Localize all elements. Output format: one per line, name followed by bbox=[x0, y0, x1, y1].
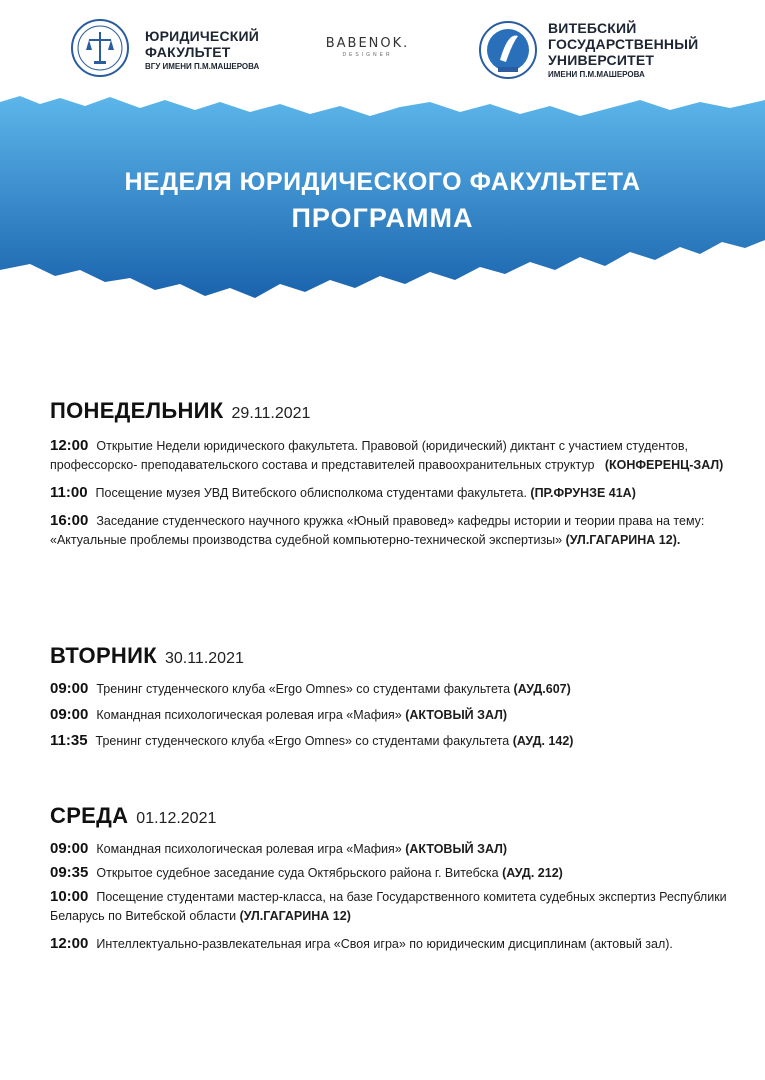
item-text: Тренинг студенческого клуба «Ergo Omnes» со студентами факультета bbox=[96, 682, 511, 696]
item-time: 11:00 bbox=[50, 484, 88, 501]
university-title bbox=[548, 20, 698, 80]
day-section-monday bbox=[50, 398, 730, 550]
banner-title: НЕДЕЛЯ ЮРИДИЧЕСКОГО ФАКУЛЬТЕТА bbox=[124, 168, 641, 196]
item-time: 10:00 bbox=[50, 888, 89, 905]
item-time: 09:00 bbox=[50, 706, 89, 723]
schedule-item bbox=[50, 839, 730, 859]
item-place: (АУД.607) bbox=[513, 682, 571, 696]
schedule-item bbox=[50, 863, 730, 883]
item-place: (КОНФЕРЕНЦ-ЗАЛ) bbox=[604, 458, 724, 472]
day-header bbox=[50, 643, 730, 673]
torn-paper-banner-shape bbox=[0, 92, 765, 307]
university-title-line3: УНИВЕРСИТЕТ bbox=[548, 52, 655, 68]
item-place: (АКТОВЫЙ ЗАЛ) bbox=[405, 708, 508, 722]
item-time: 12:00 bbox=[50, 437, 89, 454]
designer-brand bbox=[320, 36, 415, 58]
day-name: ВТОРНИК bbox=[50, 643, 157, 668]
schedule-item bbox=[50, 934, 730, 954]
item-time: 09:00 bbox=[50, 840, 89, 857]
schedule-item bbox=[50, 483, 730, 503]
item-text: Открытие Недели юридического факультета. Правовой (юридический) диктант с участием студентов, профессорско- преподавательского состава и представителей правоохранительных структур bbox=[50, 439, 688, 472]
item-place: (АУД. 142) bbox=[512, 734, 574, 748]
day-date: 01.12.2021 bbox=[136, 810, 217, 827]
law-faculty-emblem-icon bbox=[70, 18, 130, 78]
day-name: СРЕДА bbox=[50, 803, 129, 828]
schedule-item bbox=[50, 731, 730, 751]
item-text: Посещение музея УВД Витебского облисполкома студентами факультета. bbox=[95, 486, 527, 500]
schedule-item bbox=[50, 436, 730, 475]
item-place: (АУД. 212) bbox=[502, 866, 563, 880]
item-text: Посещение студентами мастер-класса, на базе Государственного комитета судебных экспертиз Республики Беларусь по Витебской области bbox=[50, 890, 727, 923]
banner-subtitle: ПРОГРАММА bbox=[291, 203, 474, 233]
day-date: 30.11.2021 bbox=[164, 650, 244, 667]
item-text: Командная психологическая ролевая игра «Мафия» bbox=[96, 842, 402, 856]
day-section-tuesday bbox=[50, 643, 730, 751]
item-text: Открытое судебное заседание суда Октябрьского района г. Витебска bbox=[96, 866, 499, 880]
item-place: (УЛ.ГАГАРИНА 12) bbox=[239, 909, 351, 923]
title-banner bbox=[0, 92, 765, 307]
day-date: 29.11.2021 bbox=[231, 405, 311, 422]
schedule-item bbox=[50, 887, 730, 926]
day-section-wednesday bbox=[50, 803, 730, 954]
schedule-item bbox=[50, 511, 730, 550]
law-faculty-subtitle: ВГУ ИМЕНИ П.М.МАШЕРОВА bbox=[145, 62, 260, 71]
schedule-item bbox=[50, 705, 730, 725]
university-title-line2: ГОСУДАРСТВЕННЫЙ bbox=[548, 36, 699, 52]
law-faculty-title-line2: ФАКУЛЬТЕТ bbox=[145, 44, 231, 60]
item-place: (АКТОВЫЙ ЗАЛ) bbox=[405, 842, 508, 856]
item-text: Командная психологическая ролевая игра «Мафия» bbox=[96, 708, 402, 722]
item-time: 12:00 bbox=[50, 935, 89, 952]
university-emblem-icon bbox=[478, 20, 538, 80]
day-name: ПОНЕДЕЛЬНИК bbox=[50, 398, 224, 423]
item-time: 11:35 bbox=[50, 732, 88, 749]
item-place: (ПР.ФРУНЗЕ 41А) bbox=[530, 486, 636, 500]
item-place: (УЛ.ГАГАРИНА 12). bbox=[565, 533, 681, 547]
law-faculty-title-line1: ЮРИДИЧЕСКИЙ bbox=[145, 28, 260, 44]
item-text: Тренинг студенческого клуба «Ergo Omnes» со студентами факультета bbox=[95, 734, 510, 748]
law-faculty-title bbox=[145, 28, 259, 72]
university-title-line1: ВИТЕБСКИЙ bbox=[548, 20, 637, 36]
item-time: 09:00 bbox=[50, 680, 89, 697]
day-header bbox=[50, 398, 730, 428]
brand-name: BABENOK. bbox=[325, 36, 410, 51]
brand-sub: DESIGNER bbox=[342, 52, 393, 58]
day-header bbox=[50, 803, 730, 833]
header bbox=[0, 0, 765, 95]
item-time: 09:35 bbox=[50, 864, 89, 881]
item-time: 16:00 bbox=[50, 512, 89, 529]
item-text: Интеллектуально-развлекательная игра «Своя игра» по юридическим дисциплинам (актовый зал). bbox=[96, 937, 673, 951]
item-text: Заседание студенческого научного кружка «Юный правовед» кафедры истории и теории права на тему: «Актуальные проблемы производства судебной компьютерно-технической экспертизы» bbox=[50, 514, 705, 547]
university-subtitle: ИМЕНИ П.М.МАШЕРОВА bbox=[548, 70, 645, 79]
schedule-item bbox=[50, 679, 730, 699]
